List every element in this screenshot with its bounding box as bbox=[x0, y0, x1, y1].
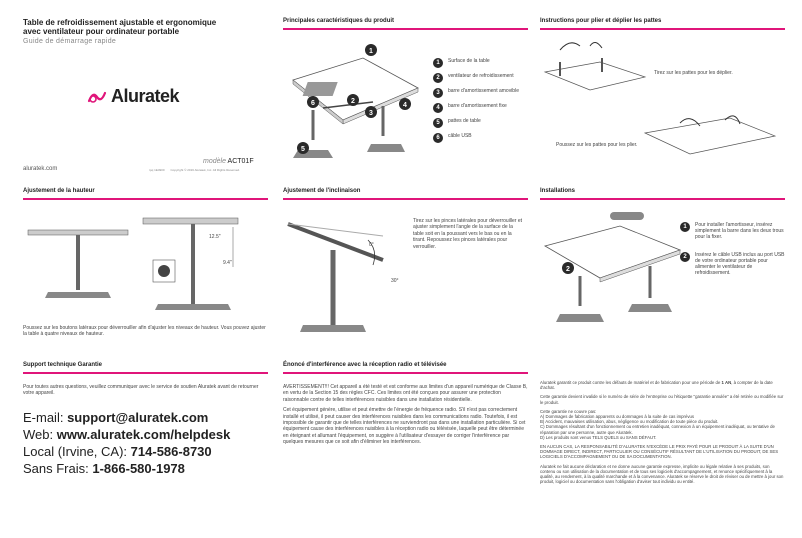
warranty-p1c: , à compter de la date d'achat. bbox=[540, 380, 773, 391]
feature-number: 4 bbox=[433, 103, 443, 113]
copyright: Copyright © 2016 Aluratek, Inc. All Rights Reserved. bbox=[170, 168, 240, 172]
fold-text: Poussez sur les pattes pour les plier. bbox=[556, 142, 638, 148]
callout-6 bbox=[307, 96, 319, 108]
features-list bbox=[433, 58, 523, 148]
logo-text: Aluratek bbox=[111, 86, 180, 106]
folding-header: Instructions pour plier et déplier les pattes bbox=[540, 18, 785, 30]
warranty-p3 bbox=[540, 409, 785, 440]
free-line bbox=[23, 460, 268, 477]
support-panel bbox=[23, 362, 268, 532]
features-header: Principales caractéristiques du produit bbox=[283, 18, 528, 30]
logo-mark-icon bbox=[87, 89, 109, 105]
install-header: Installations bbox=[540, 188, 785, 200]
web-label: Web: bbox=[23, 426, 54, 442]
callout-4 bbox=[399, 98, 411, 110]
aluratek-logo bbox=[87, 86, 179, 107]
svg-text:2: 2 bbox=[566, 266, 570, 273]
warranty-exclusion: A) Dommages de fabrication apparents ou dommages à la suite de cas imprévus bbox=[540, 414, 695, 420]
feature-item bbox=[433, 133, 523, 143]
feature-number: 5 bbox=[433, 118, 443, 128]
interference-header: Énoncé d'interférence avec la réception radio et télévisée bbox=[283, 362, 528, 374]
website: aluratek.com bbox=[23, 166, 58, 172]
callout-2 bbox=[347, 94, 359, 106]
model-label: modèle bbox=[203, 158, 226, 165]
incline-header: Ajustement de l'inclinaison bbox=[283, 188, 528, 200]
install-diagram bbox=[540, 206, 685, 331]
feature-item bbox=[433, 103, 523, 113]
warranty-p4: EN AUCUN CAS, LA RESPONSABILITÉ D'ALURATEK N'EXCÈDE LE PRIX PAYÉ POUR LE PRODUIT À LA SUITE D'UN DOMMAGE DIRECT, INDIRECT, PARTICULIER OU CONSÉCUTIF RÉSULTANT DE L'UTILISATION DU PRODUIT, DE SES LOGICIELS D'ACCOMPAGNEMENT OU DE SA DOCUMENTATION. bbox=[540, 444, 779, 460]
model-number: ACT01F bbox=[227, 158, 254, 165]
folding-panel bbox=[540, 18, 785, 178]
incline-text: Tirez sur les pinces latérales pour déverrouiller et ajuster simplement l'angle de la surface de la table soit en la poussant vers le bas ou en la tirant. Repoussez les pinces latérales pour verrouiller. bbox=[413, 218, 523, 250]
free-label: Sans Frais: bbox=[23, 460, 89, 476]
feature-number: 6 bbox=[433, 133, 443, 143]
free-phone[interactable]: 1-866-580-1978 bbox=[92, 460, 185, 476]
local-line bbox=[23, 443, 268, 460]
step-text: Insérez le câble USB inclus au port USB de votre ordinateur portable pour alimenter le ventilateur de refroidissement. bbox=[695, 252, 785, 276]
warranty-exclusions-title: Cette garantie ne couvre pas: bbox=[540, 408, 597, 414]
email-link[interactable]: support@aluratek.com bbox=[67, 409, 209, 425]
height-panel bbox=[23, 188, 268, 348]
warranty-period: 1 AN bbox=[721, 380, 732, 385]
feature-label: câble USB bbox=[448, 133, 472, 139]
warranty-p2: Cette garantie devient invalide si le numéro de série de l'entreprise ou l'étiquette "garantie annulée" a été retirée ou modifiée sur le produit. bbox=[540, 394, 784, 405]
callout-3 bbox=[365, 106, 377, 118]
angle-2: 30° bbox=[391, 278, 399, 284]
height-diagram-front bbox=[23, 210, 133, 300]
interference-p2: Cet équipement génère, utilise et peut émettre de l'énergie de fréquence radio. S'il n'est pas correctement installé et utilisé, il peut causer des interférences nuisibles dans les communications radio. Toutefois, il est impossible de garantir que de telles interférences ne surviendront pas dans une installation particulière. Si cet équipement cause des interférences nuisibles à la réception radio ou télévisée, laquelle peut être déterminée en éteignant et allumant l'équipement, on suggère à l'utilisateur d'essayer de corriger l'interférence par quelques mesures que ce soit afin d'éliminer les interférences. bbox=[283, 407, 526, 446]
contact-block bbox=[23, 409, 268, 477]
warranty-panel bbox=[540, 380, 785, 530]
height-dim-2: 9.4" bbox=[223, 260, 232, 266]
svg-text:5: 5 bbox=[301, 146, 305, 153]
unfold-diagram bbox=[540, 32, 650, 102]
angle-1: 0° bbox=[369, 242, 374, 248]
height-text: Poussez sur les boutons latéraux pour déverrouiller afin d'ajuster les niveaux de hauteur. Vous pouvez ajuster la table à quatre niveaux de hauteur. bbox=[23, 325, 266, 338]
web-line bbox=[23, 426, 268, 443]
local-label: Local (Irvine, CA): bbox=[23, 443, 128, 459]
svg-text:1: 1 bbox=[369, 48, 373, 55]
height-dim-1: 12.5" bbox=[209, 234, 221, 240]
install-step bbox=[680, 252, 785, 276]
svg-text:4: 4 bbox=[403, 102, 407, 109]
step-number: 1 bbox=[680, 222, 690, 232]
warranty-p1 bbox=[540, 380, 785, 390]
interference-panel bbox=[283, 362, 528, 532]
title-panel bbox=[23, 18, 268, 178]
incline-diagram bbox=[283, 210, 398, 340]
height-header: Ajustement de la hauteur bbox=[23, 188, 268, 200]
feature-label: barre d'amortissement amovible bbox=[448, 88, 519, 94]
title-line1: Table de refroidissement ajustable et ergonomique bbox=[23, 18, 217, 27]
incline-panel bbox=[283, 188, 528, 348]
feature-item bbox=[433, 118, 523, 128]
warranty-exclusion: B) Accident, mauvaises utilisation, abus, négligence ou modification de toute pièce du produit. bbox=[540, 419, 719, 425]
support-intro: Pour toutes autres questions, veuillez communiquer avec le service de soutien Aluratek avant de retourner votre appareil. bbox=[23, 384, 259, 397]
callout-1 bbox=[365, 44, 377, 56]
feature-item bbox=[433, 58, 523, 68]
model-line bbox=[203, 158, 254, 165]
feature-label: ventilateur de refroidissement bbox=[448, 73, 514, 79]
height-diagram-side bbox=[138, 212, 258, 312]
doc-code: rpq 1E4900 bbox=[149, 168, 165, 172]
install-steps bbox=[680, 222, 785, 281]
callout-5 bbox=[297, 142, 309, 154]
svg-text:3: 3 bbox=[369, 110, 373, 117]
warranty-exclusion: D) Les produits sont venus TELS QUELS ou SANS DÉFAUT. bbox=[540, 434, 657, 440]
feature-number: 2 bbox=[433, 73, 443, 83]
feature-label: barre d'amortissement fixe bbox=[448, 103, 507, 109]
product-diagram bbox=[283, 40, 433, 170]
features-panel bbox=[283, 18, 528, 178]
warranty-p1a: Aluratek garantit ce produit contre les défauts de matériel et de fabrication pour une période de bbox=[540, 380, 721, 385]
warranty-p5: Aluratek ne fait aucune déclaration et ne donne aucune garantie expresse, implicite ou légale relative à ses produits, son contenu ou son utilisation de la documentation et de tous ses logiciels d'accompagnement, et renonce spécifiquement à la qualité, au rendement, à la qualité marchande et à la convenance. Aluratek se réserve le droit de réviser ou de mettre à jour son produit, logiciel ou documentation sans l'obligation d'aviser tout individu ou entité. bbox=[540, 463, 784, 485]
feature-label: Surface de la table bbox=[448, 58, 490, 64]
install-panel bbox=[540, 188, 785, 348]
svg-text:6: 6 bbox=[311, 100, 315, 107]
feature-item bbox=[433, 88, 523, 98]
feature-number: 3 bbox=[433, 88, 443, 98]
local-phone[interactable]: 714-586-8730 bbox=[130, 443, 212, 459]
web-link[interactable]: www.aluratek.com/helpdesk bbox=[56, 426, 231, 442]
email-label: E-mail: bbox=[23, 409, 64, 425]
feature-number: 1 bbox=[433, 58, 443, 68]
feature-label: pattes de table bbox=[448, 118, 481, 124]
step-number: 2 bbox=[680, 252, 690, 262]
install-step bbox=[680, 222, 785, 240]
warranty-exclusion: C) Dommages résultant d'un fonctionnement ou entretien inadéquat, connexion à un équipement inadéquat, ou tentative de réparation par une personne, autre que Aluratek. bbox=[540, 424, 775, 435]
copyright-line bbox=[149, 168, 240, 172]
step-text: Pour installer l'amortisseur, insérez simplement la barre dans les deux trous pour la fixer. bbox=[695, 222, 784, 240]
feature-item bbox=[433, 73, 523, 83]
email-line bbox=[23, 409, 268, 426]
interference-p1: AVERTISSEMENT!!! Cet appareil a été testé et est conforme aux limites d'un appareil numérique de Classe B, en vertu de la Section 15 des règles CFC. Ces limites ont été conçues pour assurer une protection raisonnable contre de telles interférences nuisibles dans une installation résidentielle. bbox=[283, 384, 528, 403]
svg-text:2: 2 bbox=[351, 98, 355, 105]
unfold-text: Tirez sur les pattes pour les déplier. bbox=[654, 70, 733, 76]
fold-diagram bbox=[640, 108, 780, 158]
title-line2: avec ventilateur pour ordinateur portable bbox=[23, 27, 180, 36]
support-header: Support technique Garantie bbox=[23, 362, 268, 374]
subtitle: Guide de démarrage rapide bbox=[23, 38, 117, 45]
